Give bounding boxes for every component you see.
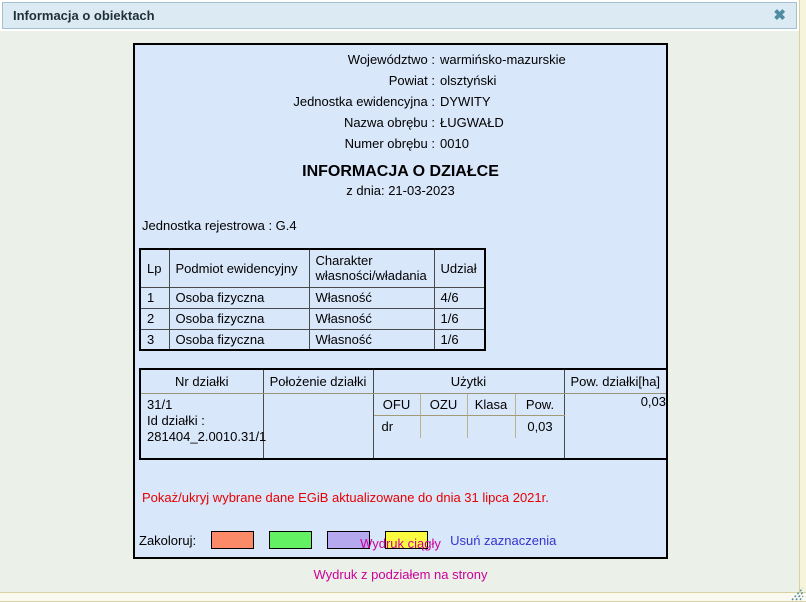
cell-uzytki xyxy=(373,393,564,459)
table-row xyxy=(140,287,485,308)
egib-toggle-link[interactable]: Pokaż/ukryj wybrane dane EGiB aktualizowane do dnia 31 lipca 2021r. xyxy=(142,490,549,505)
field-label: Numer obrębu : xyxy=(135,133,435,154)
subcolumn-header-pow: Pow. xyxy=(516,394,565,416)
dialog-title: Informacja o obiektach xyxy=(13,8,155,23)
column-header-udzial: Udział xyxy=(434,249,485,287)
parcel-id-label: Id działki : xyxy=(147,412,205,428)
parcel-info-panel xyxy=(133,43,668,559)
print-links xyxy=(133,536,668,582)
dialog-content xyxy=(0,31,799,592)
cell-ofu: dr xyxy=(374,416,421,438)
cell-klasa xyxy=(468,416,516,438)
close-icon[interactable]: ✖ xyxy=(773,7,786,24)
column-header-pow: Pow. działki[ha] xyxy=(564,369,667,393)
table-row xyxy=(140,308,485,329)
column-header-podmiot: Podmiot ewidencyjny xyxy=(169,249,309,287)
parcel-id: 281404_2.0010.31/1 xyxy=(147,428,267,444)
cell-podmiot: Osoba fizyczna xyxy=(169,287,309,308)
field-label: Nazwa obrębu : xyxy=(135,112,435,133)
parcel-table xyxy=(139,368,668,460)
bottom-scrollbar-track xyxy=(0,592,806,602)
cell-nr-dzialki xyxy=(140,393,267,459)
print-paged-link[interactable]: Wydruk z podziałem na strony xyxy=(313,567,488,582)
column-header-nr-dzialki: Nr działki xyxy=(140,369,263,393)
resize-grip-icon[interactable] xyxy=(782,583,804,601)
field-label: Powiat : xyxy=(135,70,435,91)
colorize-label: Zakoloruj: xyxy=(139,532,197,548)
cell-podmiot: Osoba fizyczna xyxy=(169,308,309,329)
cell-udzial: 1/6 xyxy=(434,329,485,350)
cell-charakter: Własność xyxy=(309,308,434,329)
column-header-uzytki: Użytki xyxy=(373,369,564,393)
parcel-number: 31/1 xyxy=(147,396,173,412)
cell-lp: 1 xyxy=(140,287,169,308)
owners-table xyxy=(139,248,486,351)
field-value: 0010 xyxy=(440,136,469,151)
cell-polozenie xyxy=(263,393,373,459)
cell-podmiot: Osoba fizyczna xyxy=(169,329,309,350)
field-label: Województwo : xyxy=(135,49,435,70)
subcolumn-header-ozu: OZU xyxy=(421,394,468,416)
field-value: DYWITY xyxy=(440,94,491,109)
cell-lp: 3 xyxy=(140,329,169,350)
cell-pow: 0,03 xyxy=(527,419,553,434)
register-unit: Jednostka rejestrowa : G.4 xyxy=(142,218,297,233)
subcolumn-header-ofu: OFU xyxy=(374,394,421,416)
right-scrollbar-track xyxy=(799,0,806,592)
dialog-titlebar xyxy=(2,2,797,29)
clear-selection-link[interactable]: Usuń zaznaczenia xyxy=(450,532,557,548)
field-value: ŁUGWAŁD xyxy=(440,115,504,130)
cell-udzial: 1/6 xyxy=(434,308,485,329)
column-header-polozenie: Położenie działki xyxy=(263,369,373,393)
subcolumn-header-klasa: Klasa xyxy=(468,394,516,416)
field-label: Jednostka ewidencyjna : xyxy=(135,91,435,112)
table-row xyxy=(140,329,485,350)
table-header-row xyxy=(140,249,485,287)
header-fields xyxy=(135,49,666,154)
field-value: olsztyński xyxy=(440,73,497,88)
column-header-lp: Lp xyxy=(140,249,169,287)
page-title: INFORMACJA O DZIAŁCE xyxy=(302,163,499,180)
field-value: warmińsko-mazurskie xyxy=(440,52,566,67)
cell-lp: 2 xyxy=(140,308,169,329)
print-continuous-link[interactable]: Wydruk ciągły xyxy=(360,536,441,551)
table-header-row xyxy=(140,369,667,393)
cell-udzial: 4/6 xyxy=(434,287,485,308)
cell-charakter: Własność xyxy=(309,287,434,308)
page-subtitle: z dnia: 21-03-2023 xyxy=(346,183,455,198)
cell-ozu xyxy=(421,416,468,438)
table-row xyxy=(140,393,667,459)
column-header-charakter: Charakter własności/władania xyxy=(309,249,434,287)
cell-area: 0,03 xyxy=(640,393,666,409)
cell-charakter: Własność xyxy=(309,329,434,350)
